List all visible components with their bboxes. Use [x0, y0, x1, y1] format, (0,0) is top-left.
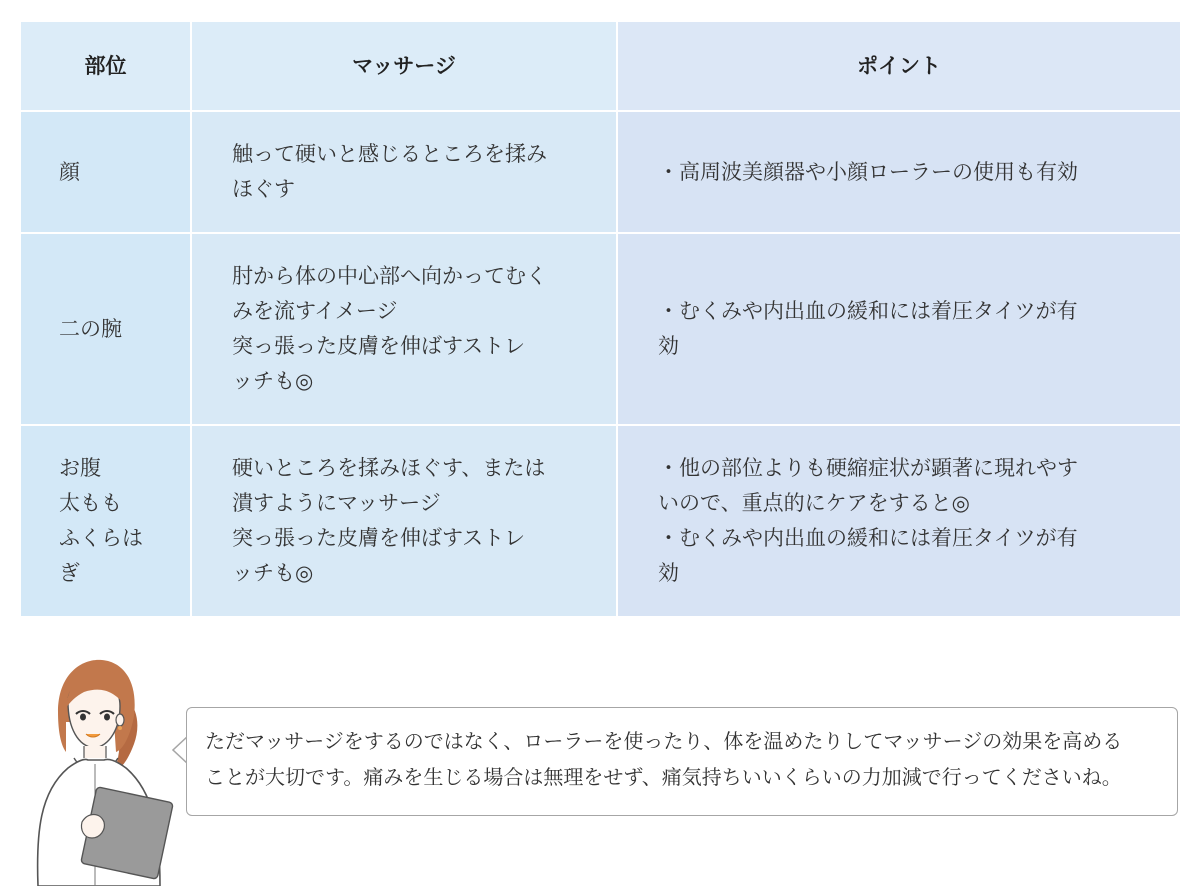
- cell-point: ・むくみや内出血の緩和には着圧タイツが有 効: [617, 233, 1181, 425]
- cell-massage: 硬いところを揉みほぐす、または 潰すようにマッサージ 突っ張った皮膚を伸ばすストレ ッチも◎: [191, 425, 617, 617]
- cell-point: ・高周波美顔器や小顔ローラーの使用も有効: [617, 111, 1181, 233]
- table-row: [20, 233, 1181, 425]
- table-row: [20, 425, 1181, 617]
- advisor-comment-bubble: [186, 707, 1178, 816]
- cell-part: 二の腕: [20, 233, 191, 425]
- massage-table: [19, 20, 1182, 618]
- advisor-comment-text: ただマッサージをするのではなく、ローラーを使ったり、体を温めたりしてマッサージの効果を高める ことが大切です。痛みを生じる場合は無理をせず、痛気持ちいいくらいの力加減で行ってくださいね。: [205, 729, 1123, 789]
- cell-massage: 肘から体の中心部へ向かってむく みを流すイメージ 突っ張った皮膚を伸ばすストレ ッチも◎: [191, 233, 617, 425]
- massage-table-container: [19, 20, 1180, 618]
- header-part: 部位: [20, 21, 191, 111]
- cell-point: ・他の部位よりも硬縮症状が顕著に現れやす いので、重点的にケアをすると◎ ・むくみや内出血の緩和には着圧タイツが有 効: [617, 425, 1181, 617]
- cell-part: 顔: [20, 111, 191, 233]
- cell-part: お腹 太もも ふくらは ぎ: [20, 425, 191, 617]
- header-point: ポイント: [617, 21, 1181, 111]
- table-header-row: [20, 21, 1181, 111]
- advisor-illustration: [18, 652, 178, 886]
- table-row: [20, 111, 1181, 233]
- nurse-avatar-icon: [18, 652, 178, 886]
- cell-massage: 触って硬いと感じるところを揉み ほぐす: [191, 111, 617, 233]
- header-massage: マッサージ: [191, 21, 617, 111]
